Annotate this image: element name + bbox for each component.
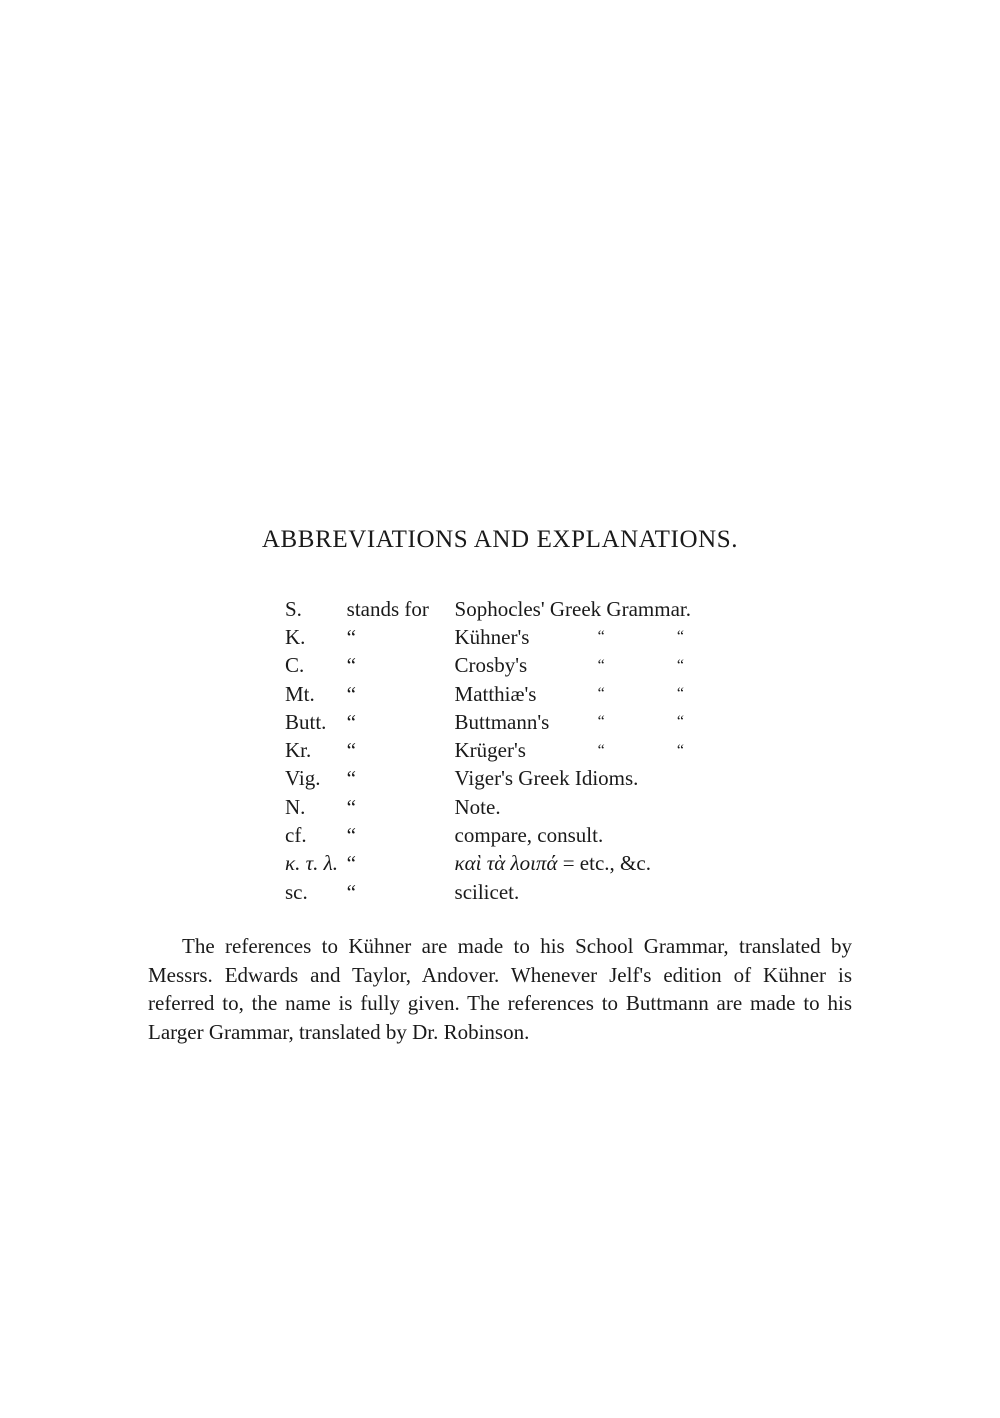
table-row <box>285 708 765 736</box>
ditto-mark: “ <box>346 766 356 791</box>
definition: Krüger's <box>454 738 526 763</box>
ditto-mark: “ <box>346 823 356 848</box>
ditto-mark: “ <box>346 738 356 763</box>
definition: Sophocles' Greek Grammar. <box>454 596 691 621</box>
ditto-mark: “ <box>346 681 356 706</box>
definition: Buttmann's <box>454 709 550 734</box>
ditto-mark: “ <box>676 656 684 674</box>
abbreviation: Butt. <box>285 709 327 734</box>
abbreviation: Mt. <box>285 681 315 706</box>
abbreviation: sc. <box>285 879 308 904</box>
table-row <box>285 765 765 793</box>
definition: scilicet. <box>454 879 520 904</box>
definition: compare, consult. <box>454 823 604 848</box>
abbreviation: N. <box>285 794 306 819</box>
ditto-mark: “ <box>346 851 356 876</box>
ditto-mark: “ <box>346 879 356 904</box>
table-row <box>285 736 765 764</box>
ditto-mark: “ <box>597 656 605 674</box>
definition: Viger's Greek Idioms. <box>454 766 639 791</box>
definition-text: = etc., &c. <box>557 851 651 876</box>
table-row <box>285 878 765 906</box>
abbreviation: cf. <box>285 823 307 848</box>
ditto-mark: “ <box>676 685 684 703</box>
definition: Crosby's <box>454 653 528 678</box>
paragraph-text: The references to Kühner are made to his School Grammar, translated by Messrs. Edwards and Taylor, Andover. Whenever Jelf's edition of Kühner is referred to, the name is fully given. The references to Buttmann are made to his Larger Grammar, translated by Dr. Robinson. <box>148 934 852 1044</box>
ditto-mark: “ <box>597 741 605 759</box>
page-title: ABBREVIATIONS AND EXPLANATIONS. <box>261 526 739 553</box>
abbreviation: Vig. <box>285 766 321 791</box>
table-row <box>285 623 765 651</box>
stands-for-label: stands for <box>346 596 429 621</box>
abbreviation: Kr. <box>285 738 312 763</box>
abbreviation: S. <box>285 596 302 621</box>
table-row <box>285 850 765 878</box>
explanation-paragraph <box>148 932 852 1046</box>
abbreviation: K. <box>285 624 306 649</box>
definition: Kühner's <box>454 624 530 649</box>
abbreviation: C. <box>285 653 305 678</box>
table-row <box>285 652 765 680</box>
ditto-mark: “ <box>597 685 605 703</box>
table-row <box>285 595 765 623</box>
table-row <box>285 793 765 821</box>
table-row <box>285 821 765 849</box>
ditto-mark: “ <box>597 628 605 646</box>
ditto-mark: “ <box>676 628 684 646</box>
abbreviation: κ. τ. λ. <box>285 851 338 876</box>
ditto-mark: “ <box>346 653 356 678</box>
ditto-mark: “ <box>676 741 684 759</box>
ditto-mark: “ <box>597 713 605 731</box>
definition: Matthiæ's <box>454 681 537 706</box>
definition <box>455 850 765 878</box>
table-row <box>285 680 765 708</box>
greek-phrase: καὶ τὰ λοιπά <box>454 851 558 876</box>
definition: Note. <box>454 794 501 819</box>
ditto-mark: “ <box>346 709 356 734</box>
abbreviations-table <box>285 595 765 906</box>
ditto-mark: “ <box>346 794 356 819</box>
ditto-mark: “ <box>346 624 356 649</box>
ditto-mark: “ <box>676 713 684 731</box>
